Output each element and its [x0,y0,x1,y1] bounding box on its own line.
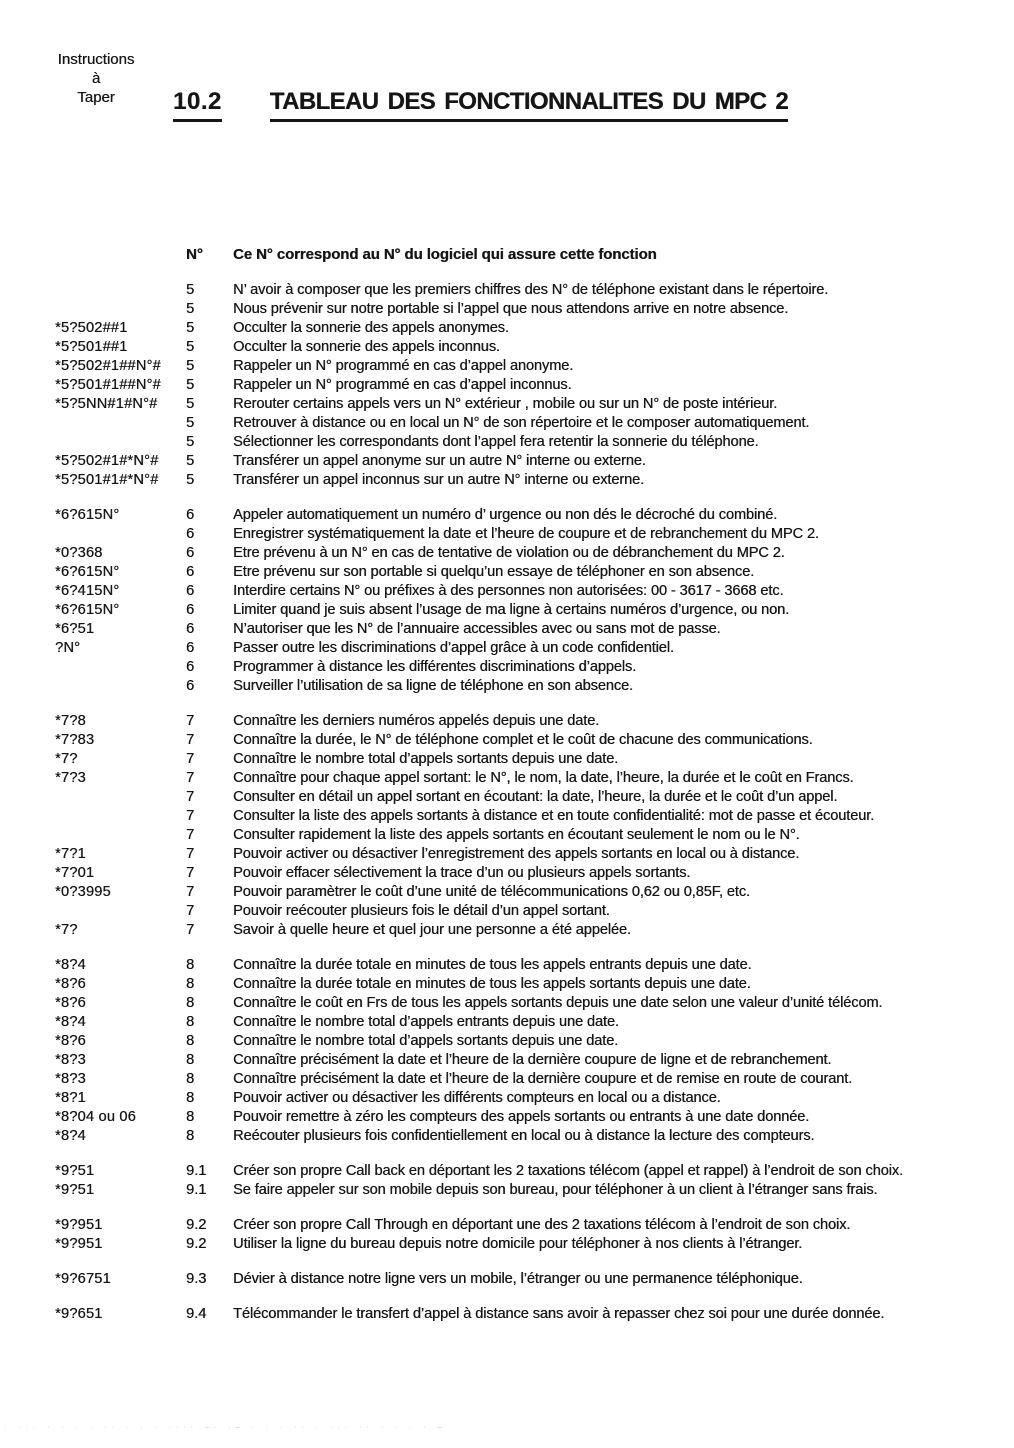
software-number-cell: 8 [186,995,195,1011]
code-cell: *5?501##1 [55,339,128,355]
description-cell: Connaître la durée, le N° de téléphone complet et le coût de chacune des communications. [233,732,813,748]
description-cell: Créer son propre Call back en déportant les 2 taxations télécom (appel et rappel) à l’endroit de son choix. [233,1163,903,1179]
code-cell: *7? [55,751,78,767]
description-cell: Savoir à quelle heure et quel jour une personne a été appelée. [233,922,631,938]
software-number-cell: 7 [186,808,195,824]
table-row [0,281,1014,300]
software-number-cell: 7 [186,732,195,748]
description-cell: Rerouter certains appels vers un N° extérieur , mobile ou sur un N° de poste intérieur. [233,396,778,412]
code-cell: *5?501#1##N°# [55,377,161,393]
description-cell: Transférer un appel anonyme sur un autre N° interne ou externe. [233,453,646,469]
corner-note-line-1: Instructions [57,51,135,68]
table-row [0,544,1014,563]
description-cell: Connaître la durée totale en minutes de tous les appels sortants depuis une date. [233,976,751,992]
software-number-cell: 8 [186,1128,195,1144]
code-cell: *9?651 [55,1306,103,1322]
table-row [0,471,1014,490]
description-cell: Appeler automatiquement un numéro d’ urgence ou non dés le décroché du combiné. [233,507,778,523]
description-cell: Occulter la sonnerie des appels inconnus. [233,339,500,355]
code-cell: *6?615N° [55,602,120,618]
code-cell: *9?51 [55,1182,95,1198]
code-cell: *8?4 [55,1014,86,1030]
description-cell: Passer outre les discriminations d’appel grâce à un code confidentiel. [233,640,674,656]
description-cell: Connaître précisément la date et l’heure de la dernière coupure de ligne et de rebranchement. [233,1052,832,1068]
description-cell: Utiliser la ligne du bureau depuis notre domicile pour téléphoner à nos clients à l’étranger. [233,1236,803,1252]
software-number-cell: 5 [186,358,195,374]
code-cell: ?N° [55,640,81,656]
table-row [0,639,1014,658]
description-cell: Pouvoir reécouter plusieurs fois le détail d’un appel sortant. [233,903,610,919]
software-number-cell: 9.1 [186,1182,207,1198]
description-cell: N’ avoir à composer que les premiers chiffres des N° de téléphone existant dans le répertoire. [233,282,829,298]
code-cell: *8?4 [55,957,86,973]
software-number-cell: 9.4 [186,1306,207,1322]
table-row [0,1070,1014,1089]
code-cell: *8?6 [55,1033,86,1049]
code-cell [55,300,183,319]
code-header-empty [55,246,183,263]
scan-noise-strip: · ··· · · · · ·· · · · ···· –· ·– · · · ·· · ··· ·· · · · · – [4,1424,447,1431]
description-cell: Pouvoir activer ou désactiver l’enregistrement des appels sortants en local ou à distance. [233,846,800,862]
software-number-cell: 5 [186,396,195,412]
software-number-cell: 7 [186,846,195,862]
description-cell: Surveiller l’utilisation de sa ligne de téléphone en son absence. [233,678,633,694]
software-number-cell: 8 [186,1109,195,1125]
software-number-cell: 6 [186,602,195,618]
function-group-8 [0,956,1014,1146]
corner-note [38,50,154,107]
description-cell: Pouvoir remettre à zéro les compteurs des appels sortants ou entrants à une date donnée. [233,1109,810,1125]
description-cell: Consulter rapidement la liste des appels sortants en écoutant seulement le nom ou le N°. [233,827,800,843]
code-cell: *8?6 [55,976,86,992]
description-cell: Connaître la durée totale en minutes de tous les appels entrants depuis une date. [233,957,752,973]
table-row [0,1032,1014,1051]
software-number-cell: 7 [186,789,195,805]
software-number-cell: 6 [186,545,195,561]
software-number-cell: 5 [186,453,195,469]
code-cell [55,826,183,845]
software-number-cell: 7 [186,770,195,786]
description-cell: Limiter quand je suis absent l’usage de ma ligne à certains numéros d’urgence, ou non. [233,602,790,618]
code-cell [55,658,183,677]
code-cell: *7?83 [55,732,95,748]
code-cell: *9?951 [55,1236,103,1252]
code-cell: *9?951 [55,1217,103,1233]
table-row [0,750,1014,769]
code-cell: *7?1 [55,846,86,862]
description-cell: Enregistrer systématiquement la date et l’heure de coupure et de rebranchement du MPC 2. [233,526,819,542]
function-group-9.2 [0,1216,1014,1254]
table-row [0,601,1014,620]
software-number-cell: 5 [186,301,195,317]
description-cell: Pouvoir activer ou désactiver les différents compteurs en local ou a distance. [233,1090,721,1106]
description-cell: Connaître le nombre total d’appels sortants depuis une date. [233,1033,619,1049]
software-number-cell: 8 [186,1090,195,1106]
code-cell [55,433,183,452]
code-cell [55,414,183,433]
software-number-cell: 8 [186,1033,195,1049]
description-cell: Interdire certains N° ou préfixes à des personnes non autorisées: 00 - 3617 - 3668 etc. [233,583,784,599]
table-row [0,1051,1014,1070]
code-cell: *5?502#1##N°# [55,358,161,374]
description-cell: Se faire appeler sur son mobile depuis son bureau, pour téléphoner à un client à l’étranger sans frais. [233,1182,878,1198]
column-header-row [0,246,1014,263]
software-number-cell: 7 [186,903,195,919]
description-cell: Connaître précisément la date et l’heure de la dernière coupure et de remise en route de courant. [233,1071,853,1087]
code-cell: *6?615N° [55,507,120,523]
code-cell: *8?3 [55,1052,86,1068]
code-cell: *6?415N° [55,583,120,599]
table-row [0,807,1014,826]
software-number-cell: 6 [186,621,195,637]
description-cell: Connaître pour chaque appel sortant: le N°, le nom, la date, l’heure, la durée et le coût en Francs. [233,770,854,786]
page-title: TABLEAU DES FONCTIONNALITES DU MPC 2 [270,88,788,122]
table-row [0,582,1014,601]
description-cell: Consulter en détail un appel sortant en écoutant: la date, l’heure, la durée et le coût d’un appel. [233,789,838,805]
table-row [0,1235,1014,1254]
description-cell: Nous prévenir sur notre portable si l’appel que nous attendons arrive en notre absence. [233,301,789,317]
software-number-cell: 5 [186,320,195,336]
table-row [0,658,1014,677]
table-row [0,826,1014,845]
table-row [0,357,1014,376]
code-cell: *8?04 ou 06 [55,1109,136,1125]
description-cell: Dévier à distance notre ligne vers un mobile, l’étranger ou une permanence téléphonique. [233,1271,803,1287]
code-cell: *5?5NN#1#N°# [55,396,158,412]
table-row [0,712,1014,731]
function-group-5 [0,281,1014,490]
table-row [0,452,1014,471]
description-cell: Transférer un appel inconnus sur un autre N° interne ou externe. [233,472,645,488]
table-row [0,1162,1014,1181]
description-cell: Connaître les derniers numéros appelés depuis une date. [233,713,600,729]
table-row [0,769,1014,788]
description-cell: Rappeler un N° programmé en cas d’appel inconnus. [233,377,572,393]
software-number-cell: 6 [186,526,195,542]
description-cell: Etre prévenu à un N° en cas de tentative de violation ou de débranchement du MPC 2. [233,545,785,561]
title-row [173,88,788,122]
code-cell: *7? [55,922,78,938]
code-cell: *5?501#1#*N°# [55,472,159,488]
table-row [0,620,1014,639]
table-row [0,525,1014,544]
description-cell: N’autoriser que les N° de l’annuaire accessibles avec ou sans mot de passe. [233,621,721,637]
software-number-cell: 6 [186,507,195,523]
description-cell: Etre prévenu sur son portable si quelqu’un essaye de téléphoner en son absence. [233,564,755,580]
table-row [0,731,1014,750]
code-cell: *0?3995 [55,884,111,900]
description-cell: Occulter la sonnerie des appels anonymes. [233,320,509,336]
software-number-cell: 9.3 [186,1271,207,1287]
code-cell [55,902,183,921]
code-cell: *8?1 [55,1090,86,1106]
description-cell: Retrouver à distance ou en local un N° de son répertoire et le composer automatiquement. [233,415,810,431]
description-cell: Reécouter plusieurs fois confidentiellement en local ou à distance la lecture des compteurs. [233,1128,815,1144]
software-number-cell: 7 [186,713,195,729]
code-cell: *8?6 [55,995,86,1011]
description-cell: Connaître le nombre total d’appels sortants depuis une date. [233,751,619,767]
software-number-cell: 7 [186,751,195,767]
description-cell: Connaître le coût en Frs de tous les appels sortants depuis une date selon une valeur d’unité télécom. [233,995,883,1011]
table-row [0,975,1014,994]
code-cell: *6?51 [55,621,95,637]
software-number-cell: 5 [186,339,195,355]
software-number-cell: 6 [186,583,195,599]
code-cell: *8?3 [55,1071,86,1087]
software-number-cell: 8 [186,1052,195,1068]
software-number-cell: 8 [186,1071,195,1087]
table-row [0,1108,1014,1127]
software-number-cell: 5 [186,377,195,393]
software-number-cell: 7 [186,884,195,900]
table-row [0,319,1014,338]
table-row [0,1127,1014,1146]
software-number-cell: 6 [186,659,195,675]
description-cell: Pouvoir effacer sélectivement la trace d’un ou plusieurs appels sortants. [233,865,691,881]
software-number-cell: 6 [186,678,195,694]
software-number-cell: 5 [186,415,195,431]
description-cell: Consulter la liste des appels sortants à distance et en toute confidentialité: mot de passe et écouteur. [233,808,875,824]
software-number-cell: 9.2 [186,1217,207,1233]
code-cell [55,807,183,826]
description-cell: Pouvoir paramètrer le coût d’une unité de télécommunications 0,62 ou 0,85F, etc. [233,884,750,900]
code-cell: *7?3 [55,770,86,786]
description-cell: Connaître le nombre total d’appels entrants depuis une date. [233,1014,619,1030]
code-cell [55,281,183,300]
description-cell: Rappeler un N° programmé en cas d’appel anonyme. [233,358,574,374]
table-row [0,921,1014,940]
code-cell: *8?4 [55,1128,86,1144]
function-group-9.3 [0,1270,1014,1289]
function-group-7 [0,712,1014,940]
num-column-header: N° [186,246,203,263]
table-row [0,506,1014,525]
software-number-cell: 9.2 [186,1236,207,1252]
table-row [0,376,1014,395]
function-group-9.4 [0,1305,1014,1324]
code-cell: *7?8 [55,713,86,729]
code-cell: *6?615N° [55,564,120,580]
code-cell [55,677,183,696]
table-row [0,1089,1014,1108]
software-number-cell: 5 [186,282,195,298]
corner-note-line-2: à [91,70,101,87]
function-group-9.1 [0,1162,1014,1200]
section-number: 10.2 [173,88,222,122]
table-row [0,883,1014,902]
software-number-cell: 5 [186,472,195,488]
code-cell: *5?502#1#*N°# [55,453,159,469]
table-row [0,395,1014,414]
table-row [0,1181,1014,1200]
table-row [0,300,1014,319]
table-row [0,1216,1014,1235]
code-cell: *9?51 [55,1163,95,1179]
description-cell: Télécommander le transfert d’appel à distance sans avoir à repasser chez soi pour une durée donnée. [233,1306,885,1322]
software-number-cell: 8 [186,1014,195,1030]
table-row [0,563,1014,582]
table-row [0,677,1014,696]
description-cell: Sélectionner les correspondants dont l’appel fera retentir la sonnerie du téléphone. [233,434,759,450]
software-number-cell: 7 [186,827,195,843]
table-row [0,956,1014,975]
software-number-cell: 9.1 [186,1163,207,1179]
code-cell [55,525,183,544]
table-row [0,414,1014,433]
software-number-cell: 6 [186,564,195,580]
code-cell [55,788,183,807]
function-table [0,281,1014,1324]
table-row [0,1270,1014,1289]
software-number-cell: 7 [186,922,195,938]
table-row [0,433,1014,452]
table-row [0,338,1014,357]
software-number-cell: 8 [186,976,195,992]
table-row [0,1305,1014,1324]
corner-note-line-3: Taper [77,89,115,106]
software-number-cell: 6 [186,640,195,656]
code-cell: *5?502##1 [55,320,128,336]
function-group-6 [0,506,1014,696]
desc-column-header: Ce N° correspond au N° du logiciel qui assure cette fonction [233,246,657,263]
table-row [0,994,1014,1013]
table-row [0,864,1014,883]
software-number-cell: 8 [186,957,195,973]
description-cell: Programmer à distance les différentes discriminations d’appels. [233,659,637,675]
code-cell: *9?6751 [55,1271,111,1287]
table-row [0,845,1014,864]
code-cell: *0?368 [55,545,103,561]
table-row [0,1013,1014,1032]
description-cell: Créer son propre Call Through en déportant une des 2 taxations télécom à l’endroit de son choix. [233,1217,851,1233]
software-number-cell: 7 [186,865,195,881]
table-row [0,788,1014,807]
table-row [0,902,1014,921]
software-number-cell: 5 [186,434,195,450]
code-cell: *7?01 [55,865,95,881]
